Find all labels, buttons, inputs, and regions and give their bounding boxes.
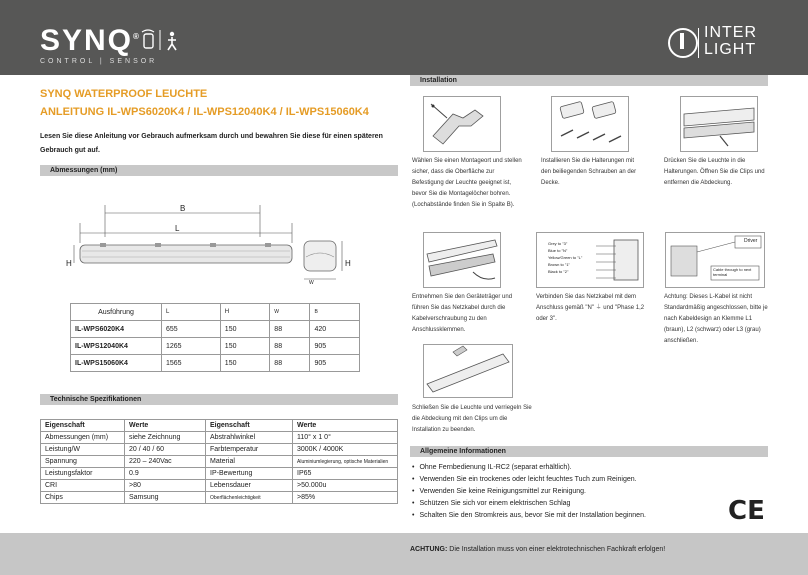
specs-table [40, 419, 398, 504]
synq-logo: SYNQ® CONTROL | SENSOR [40, 24, 158, 65]
table-row: Leistungsfaktor 0.9 IP-Bewertung IP65 [41, 468, 398, 480]
list-item: • Schützen Sie sich vor einem elektrischen Schlag [412, 498, 712, 510]
step7-close-image [423, 344, 513, 403]
specs-heading: Technische Spezifikationen [40, 394, 398, 405]
step3-caption: Drücken Sie die Leuchte in die Halterungen. Öffnen Sie die Clips und entfernen die Abdeckung. [664, 158, 765, 186]
intro-text: Lesen Sie diese Anleitung vor Gebrauch aufmerksam durch und bewahren Sie diese für einen späteren Gebrauch gut auf. [40, 133, 383, 154]
step4-caption: Entnehmen Sie den Geräteträger und führen Sie das Netzkabel durch die Kabelverschraubung zu den Anschlussklemmen. [412, 294, 513, 333]
label-h-right: H [345, 259, 351, 268]
step6-caption: Achtung: Dieses L-Kabel ist nicht Standardmäßig angeschlossen, bitte je nach Kabeldesign an Klemme L1 (braun), L2 (schwarz) oder L3 (grau) anschließen. [664, 294, 768, 344]
remote-sensor-icon [138, 28, 186, 57]
step2-brackets-image [551, 96, 629, 157]
table-row: CRI >80 Lebensdauer >50.000u [41, 480, 398, 492]
step2-caption: Installieren Sie die Halterungen mit den beiliegenden Schrauben an der Decke. [541, 158, 637, 186]
label-l: L [175, 224, 180, 233]
list-item: • Verwenden Sie ein trockenes oder leicht feuchtes Tuch zum Reinigen. [412, 474, 712, 486]
page-footer [0, 533, 808, 575]
general-heading: Allgemeine Informationen [410, 446, 768, 457]
partner-line1: INTER [704, 24, 757, 41]
step7-caption: Schließen Sie die Leuchte und verriegeln Sie die Abdeckung mit den Clips um die Installation zu beenden. [412, 405, 532, 433]
page-title: SYNQ WATERPROOF LEUCHTE [40, 88, 208, 100]
brand-subtitle: CONTROL | SENSOR [40, 58, 158, 65]
wiring-labels: Grey to "3" Blue to "N" Yellow/Green to "L" Brown to "1" Black to "2" [548, 241, 583, 274]
dimensions-heading: Abmessungen (mm) [40, 165, 398, 176]
step5-caption: Verbinden Sie das Netzkabel mit dem Anschluss gemäß "N" ⏚ und "Phase 1,2 oder 3". [536, 294, 645, 322]
table-row: Leistung/W 20 / 40 / 60 Farbtemperatur 3000K / 4000K [41, 444, 398, 456]
cable-label: Cable through to next terminal [713, 267, 752, 277]
general-info-list [412, 462, 712, 522]
list-item: • Verwenden Sie keine Reinigungsmittel zur Reinigung. [412, 486, 712, 498]
step4-gear-tray-image [423, 232, 501, 293]
table-row: Abmessungen (mm) siehe Zeichnung Abstrahlwinkel 110° x 1 0° [41, 432, 398, 444]
footer-warning: ACHTUNG: Die Installation muss von einer elektrotechnischen Fachkraft erfolgen! [410, 546, 666, 553]
table-row: IL-WPS6020K4 655 150 88 420 [71, 321, 360, 338]
dimensions-table [70, 303, 360, 372]
brand-name: SYNQ [40, 24, 134, 57]
label-w: W [309, 280, 314, 286]
step1-caption: Wählen Sie einen Montageort und stellen sicher, dass die Oberfläche zur Befestigung der Leuchte geeignet ist, bevor Sie die Montagelöcher bohren. (Lochabstände finden Sie in Spalte B). [412, 158, 522, 208]
ce-mark: CE [728, 496, 765, 526]
table-row: IL-WPS15060K4 1565 150 88 905 [71, 355, 360, 372]
list-item: • Ohne Fernbedienung IL-RC2 (separat erhältlich). [412, 462, 712, 474]
step1-drill-image [423, 96, 501, 157]
table-header-row: Eigenschaft Werte Eigenschaft Werte [41, 420, 398, 432]
label-h-left: H [66, 259, 72, 268]
list-item: • Schalten Sie den Stromkreis aus, bevor Sie mit der Installation beginnen. [412, 510, 712, 522]
dimension-drawing [60, 195, 360, 300]
table-row: IL-WPS12040K4 1265 150 88 905 [71, 338, 360, 355]
installation-heading: Installation [410, 75, 768, 86]
table-header-row: Ausführung L H W B [71, 304, 360, 321]
label-b: B [180, 204, 186, 213]
step3-clips-image [680, 96, 758, 157]
table-row: Spannung 220 – 240Vac Material Aluminiumlegierung, optische Materialien [41, 456, 398, 468]
driver-label: Driver [744, 238, 758, 244]
partner-line2: LIGHT [704, 41, 757, 58]
page-subtitle: ANLEITUNG IL-WPS6020K4 / IL-WPS12040K4 / IL-WPS15060K4 [40, 106, 369, 118]
table-row: Chips Samsung Oberflächenleichtigkeit >85% [41, 492, 398, 504]
